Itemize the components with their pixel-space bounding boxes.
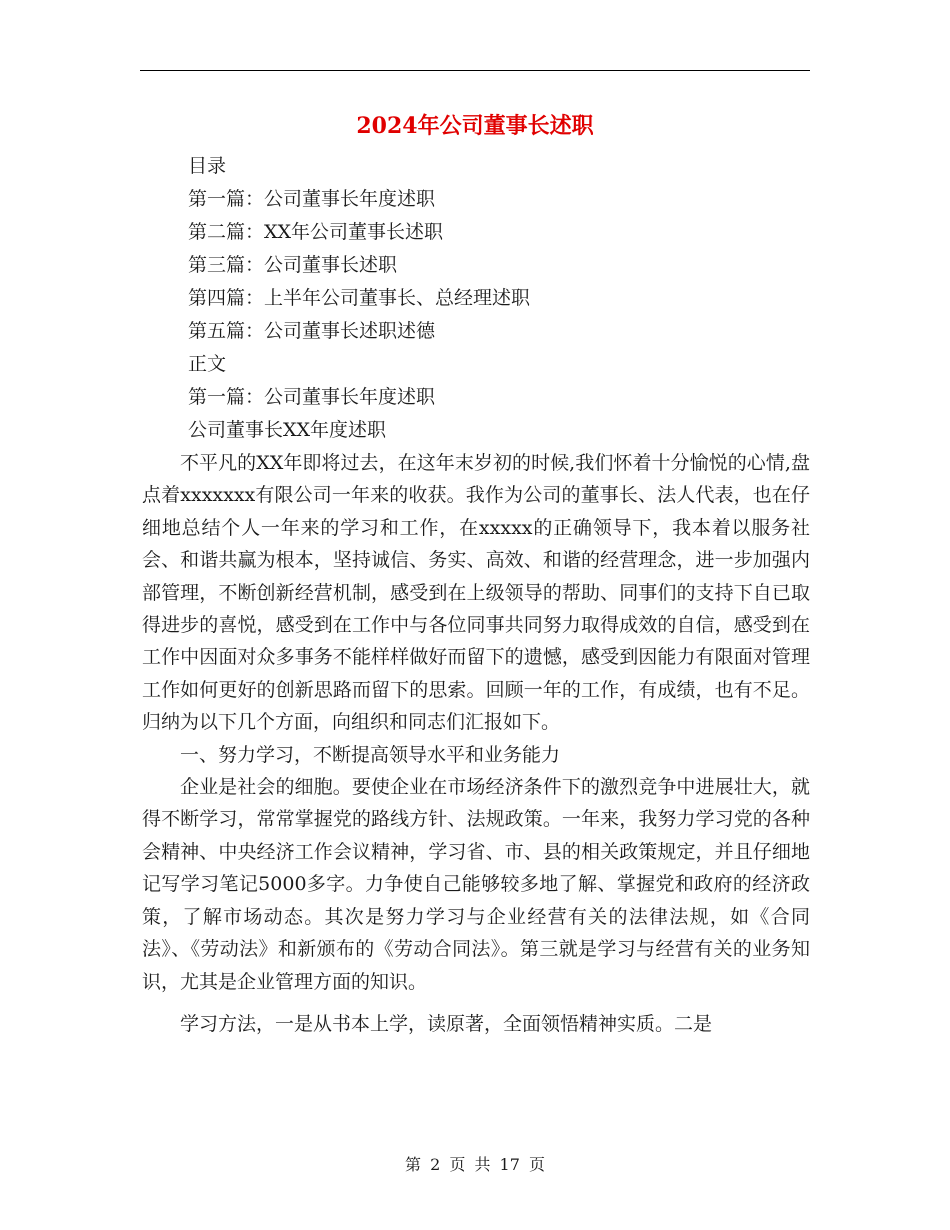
toc-item-2: 第二篇：XX年公司董事长述职 <box>188 221 444 243</box>
toc-item-3: 第三篇：公司董事长述职 <box>188 254 398 276</box>
paragraph-subheading: 一、努力学习，不断提高领导水平和业务能力 <box>180 743 561 766</box>
table-of-contents <box>188 150 808 447</box>
document-body <box>142 447 810 1040</box>
toc-item-5: 第五篇：公司董事长述职述德 <box>188 320 436 342</box>
document-title: 2024年公司董事长述职 <box>356 113 594 139</box>
paragraph-learning: 企业是社会的细胞。要使企业在市场经济条件下的激烈竞争中进展壮大，就得不断学习，常常掌握党的路线方针、法规政策。一年来，我努力学习党的各种会精神、中央经济工作会议精神，学习省、市、县的相关政策规定，并且仔细地记写学习笔记5000多字。力争使自己能够较多地了解、掌握党和政府的经济政策，了解市场动态。其次是努力学习与企业经营有关的法律法规，如《合同法》、《劳动法》和新颁布的《劳动合同法》。第三就是学习与经营有关的业务知识，尤其是企业管理方面的知识。 <box>142 776 810 993</box>
body-heading: 正文 <box>188 353 227 375</box>
toc-heading: 目录 <box>188 155 227 177</box>
toc-item-1: 第一篇：公司董事长年度述职 <box>188 188 436 210</box>
paragraph-intro: 不平凡的XX年即将过去，在这年末岁初的时候,我们怀着十分愉悦的心情,盘点着xxxxxxx有限公司一年来的收获。我作为公司的董事长、法人代表，也在仔细地总结个人一年来的学习和工作，在xxxxx的正确领导下，我本着以服务社会、和谐共赢为根本，坚持诚信、务实、高效、和谐的经营理念，进一步加强内部管理，不断创新经营机制，感受到在上级领导的帮助、同事们的支持下自已取得进步的喜悦，感受到在工作中与各位同事共同努力取得成效的自信，感受到在工作中因面对众多事务不能样样做好而留下的遗憾，感受到因能力有限面对管理工作如何更好的创新思路而留下的思索。回顾一年的工作，有成绩，也有不足。归纳为以下几个方面，向组织和同志们汇报如下。 <box>142 452 810 734</box>
header-rule <box>140 70 810 71</box>
page-footer: 第 2 页 共 17 页 <box>405 1155 545 1174</box>
paragraph-methods: 学习方法，一是从书本上学，读原著，全面领悟精神实质。二是 <box>180 1012 713 1035</box>
chapter-heading: 第一篇：公司董事长年度述职 <box>188 386 436 408</box>
toc-item-4: 第四篇：上半年公司董事长、总经理述职 <box>188 287 531 309</box>
section-heading: 公司董事长XX年度述职 <box>188 419 387 441</box>
